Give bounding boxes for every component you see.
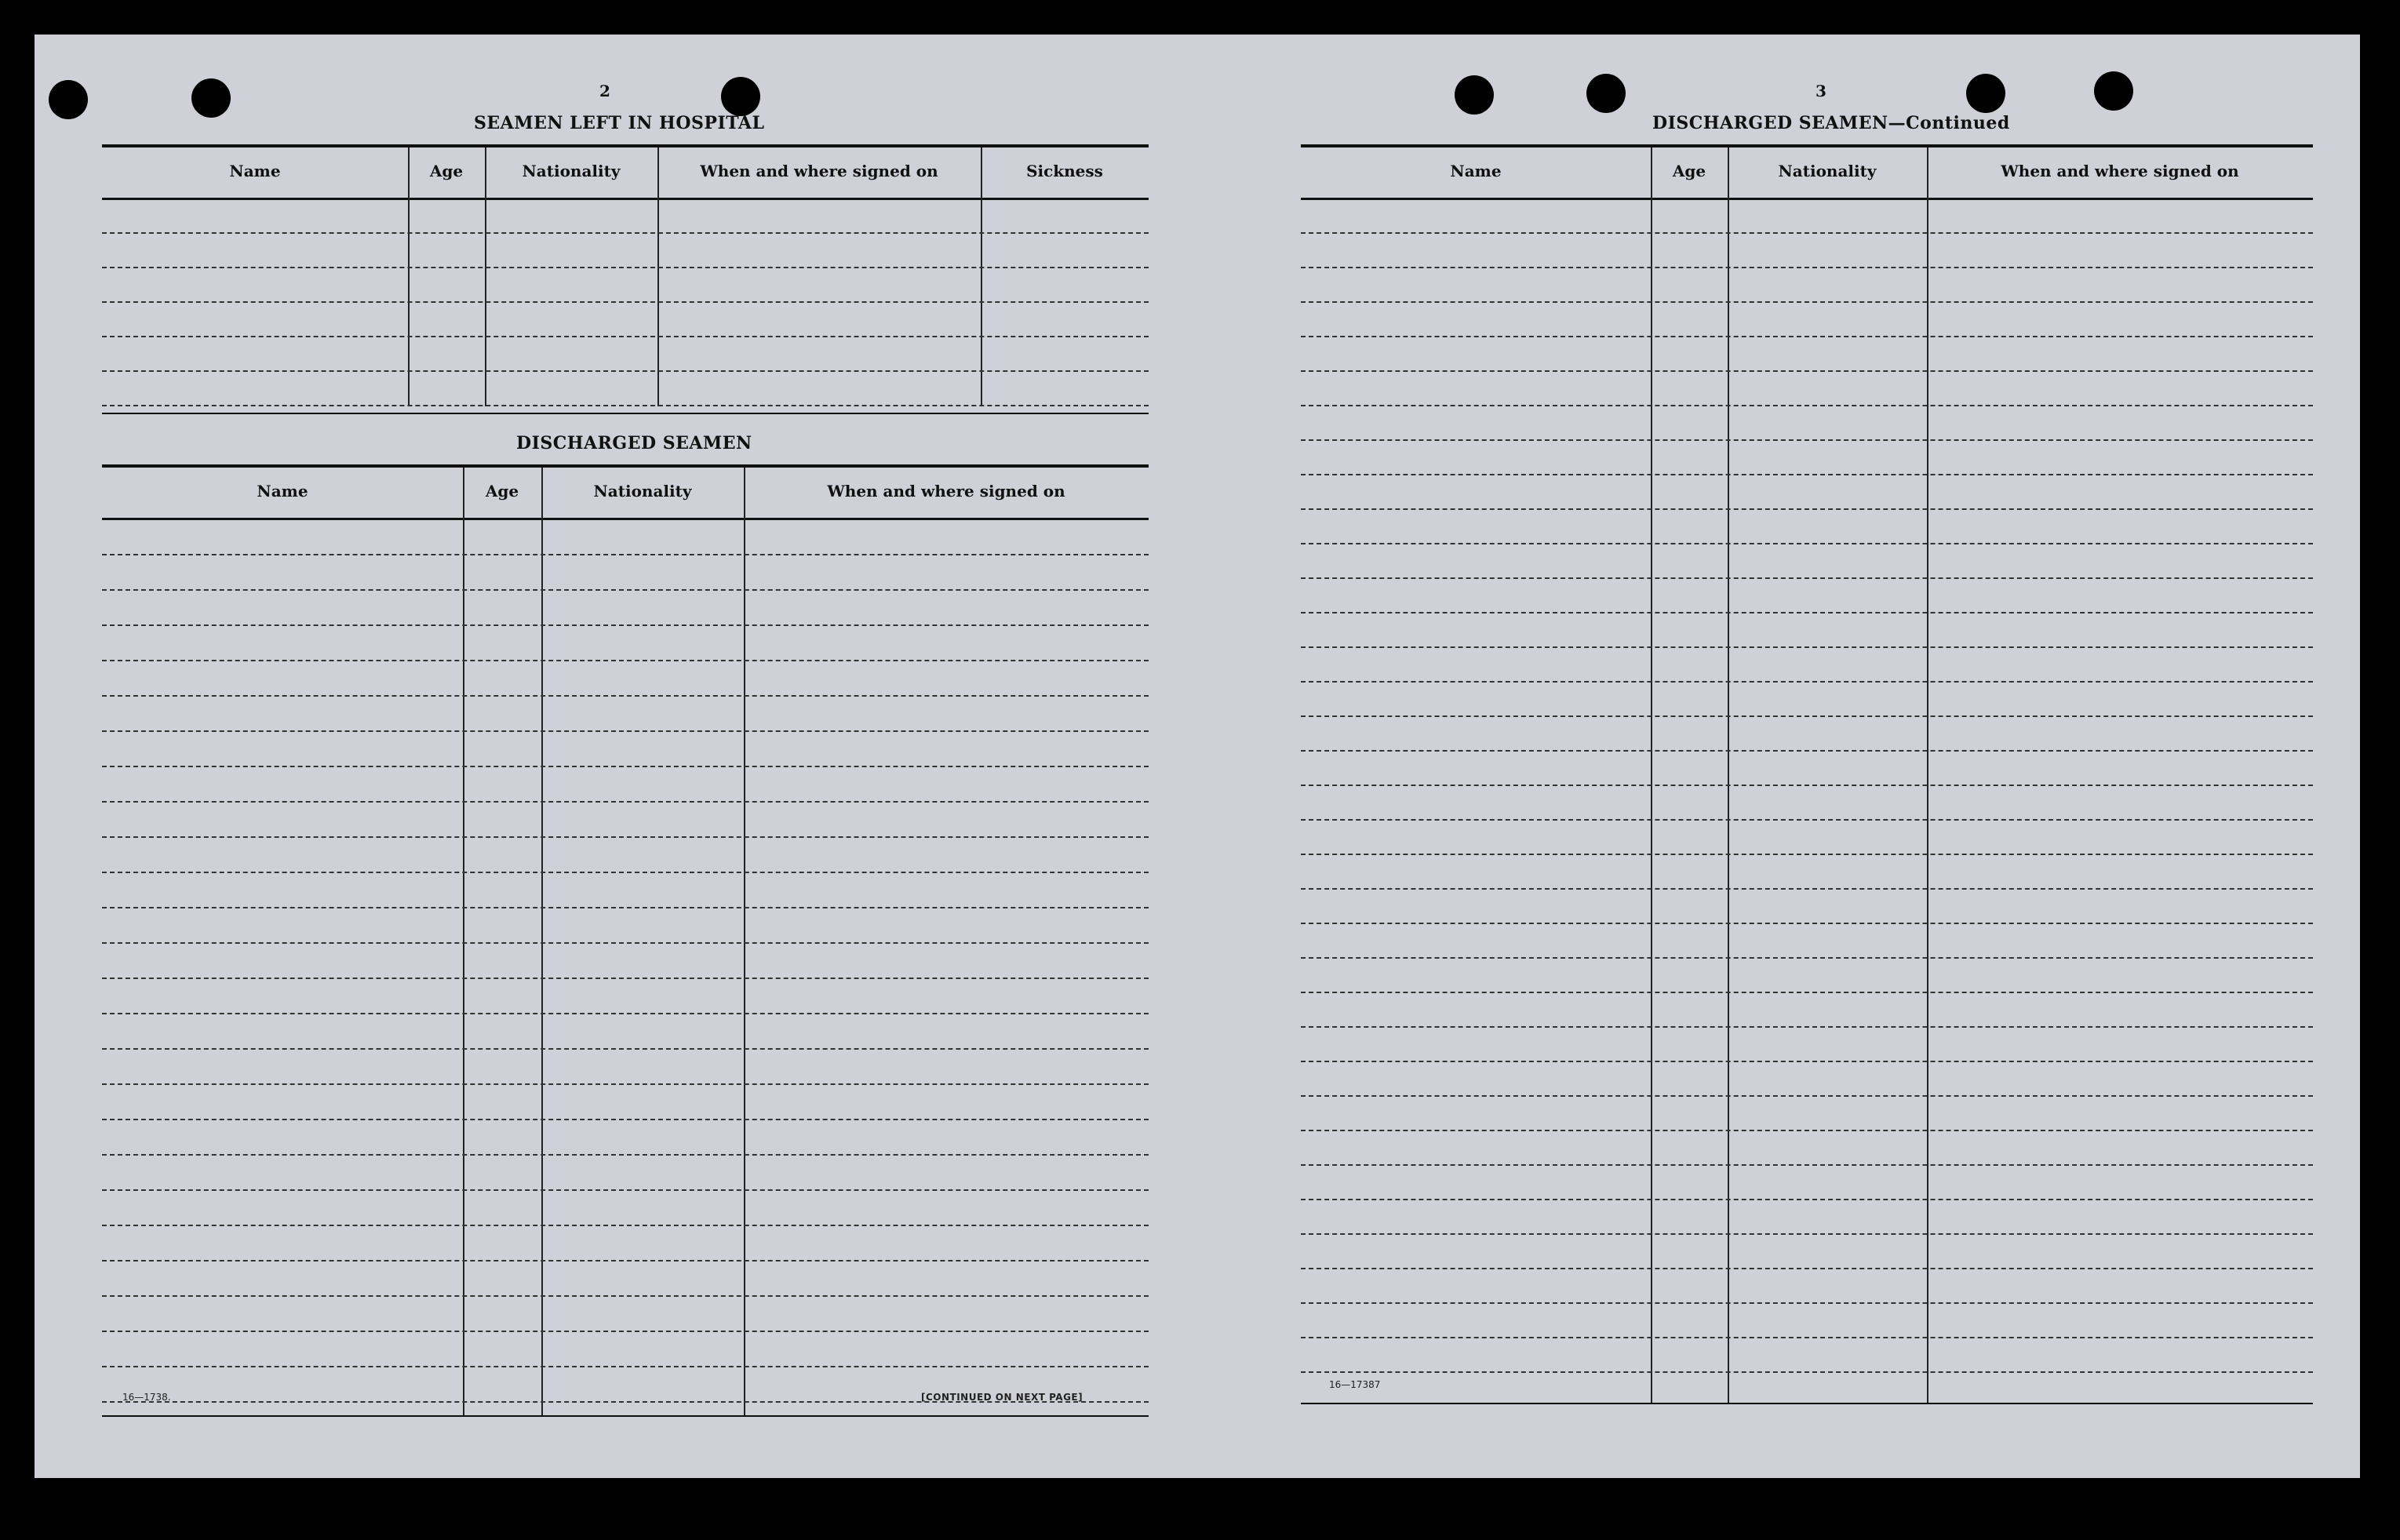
header-bottom-rule [102, 518, 1149, 520]
column-header-nationality: Nationality [593, 482, 692, 501]
form-row-line [1301, 1164, 2313, 1166]
column-header-signed-on: When and where signed on [700, 162, 938, 180]
form-row-line [102, 730, 1149, 732]
form-row-line [1301, 715, 2313, 717]
form-row-line [102, 1366, 1149, 1367]
form-row-line [102, 1260, 1149, 1261]
column-divider [657, 147, 659, 406]
header-bottom-rule [1301, 198, 2313, 200]
form-row-line [1301, 1233, 2313, 1235]
discharged-continued-table [1301, 147, 2313, 1403]
form-row-line [1301, 543, 2313, 544]
form-row-line [102, 370, 1149, 372]
form-row-line [1301, 1130, 2313, 1131]
form-row-line [102, 872, 1149, 873]
form-row-line [102, 624, 1149, 626]
column-header-name: Name [257, 482, 308, 501]
form-row-line [1301, 508, 2313, 510]
form-row-line [102, 978, 1149, 979]
section-bottom-rule [102, 413, 1149, 414]
column-header-signed-on: When and where signed on [2001, 162, 2239, 180]
column-divider [981, 147, 982, 406]
form-row-line [1301, 785, 2313, 786]
form-row-line [102, 1295, 1149, 1297]
discharged-continued-section-title: DISCHARGED SEAMEN—Continued [1652, 113, 2010, 133]
form-row-line [102, 1119, 1149, 1120]
form-row-line [102, 1225, 1149, 1226]
form-row-line [1301, 336, 2313, 337]
form-row-line [102, 1331, 1149, 1332]
form-row-line [1301, 267, 2313, 268]
form-row-line [1301, 577, 2313, 579]
scanned-form-sheet [35, 35, 2360, 1478]
column-header-age: Age [429, 162, 464, 180]
form-row-line [1301, 612, 2313, 613]
left-page [35, 35, 1196, 1478]
form-row-line [1301, 992, 2313, 993]
form-row-line [1301, 957, 2313, 959]
column-divider [408, 147, 410, 406]
page-number: 2 [599, 82, 610, 100]
form-row-line [1301, 854, 2313, 855]
column-header-nationality: Nationality [1778, 162, 1877, 180]
form-row-line [1301, 370, 2313, 372]
form-row-line [1301, 1302, 2313, 1304]
column-header-name: Name [229, 162, 281, 180]
form-row-line [102, 267, 1149, 268]
form-row-line [1301, 923, 2313, 924]
column-header-signed-on: When and where signed on [827, 482, 1065, 501]
form-number: 16—1738. [122, 1392, 171, 1403]
form-row-line [102, 1154, 1149, 1156]
column-header-name: Name [1450, 162, 1502, 180]
form-row-line [102, 301, 1149, 303]
section-bottom-rule [1301, 1403, 2313, 1404]
form-row-line [102, 232, 1149, 234]
right-page [1196, 35, 2360, 1478]
section-bottom-rule [102, 1415, 1149, 1417]
page-number: 3 [1815, 82, 1826, 100]
form-row-line [1301, 1268, 2313, 1269]
discharged-section-title: DISCHARGED SEAMEN [516, 433, 752, 453]
column-divider [485, 147, 486, 406]
form-row-line [1301, 819, 2313, 821]
discharged-table [102, 468, 1149, 1425]
form-row-line [102, 942, 1149, 944]
form-row-line [102, 336, 1149, 337]
form-row-line [102, 660, 1149, 661]
form-row-line [102, 1013, 1149, 1014]
continued-note: [CONTINUED ON NEXT PAGE] [921, 1392, 1083, 1403]
form-row-line [1301, 439, 2313, 441]
column-header-age: Age [485, 482, 519, 501]
form-row-line [1301, 1337, 2313, 1338]
form-row-line [102, 695, 1149, 697]
form-row-line [102, 907, 1149, 908]
form-row-line [1301, 474, 2313, 475]
form-row-line [1301, 301, 2313, 303]
form-row-line [102, 766, 1149, 767]
form-row-line [102, 801, 1149, 803]
form-row-line [1301, 1095, 2313, 1097]
form-row-line [1301, 1061, 2313, 1062]
form-row-line [102, 1083, 1149, 1085]
header-bottom-rule [102, 198, 1149, 200]
form-row-line [102, 836, 1149, 838]
column-header-sickness: Sickness [1026, 162, 1103, 180]
column-header-nationality: Nationality [522, 162, 621, 180]
hospital-section-title: SEAMEN LEFT IN HOSPITAL [474, 113, 765, 133]
form-row-line [1301, 232, 2313, 234]
form-row-line [1301, 646, 2313, 648]
form-row-line [102, 405, 1149, 406]
form-row-line [102, 1189, 1149, 1191]
form-row-line [1301, 750, 2313, 752]
form-row-line [1301, 1026, 2313, 1028]
hospital-table [102, 147, 1149, 414]
form-row-line [1301, 888, 2313, 890]
column-header-age: Age [1672, 162, 1706, 180]
form-row-line [102, 589, 1149, 591]
form-row-line [1301, 1371, 2313, 1373]
form-row-line [1301, 405, 2313, 406]
form-row-line [1301, 1199, 2313, 1200]
form-number: 16—17387 [1329, 1379, 1381, 1390]
form-row-line [1301, 681, 2313, 683]
form-row-line [102, 554, 1149, 555]
form-row-line [102, 1048, 1149, 1050]
